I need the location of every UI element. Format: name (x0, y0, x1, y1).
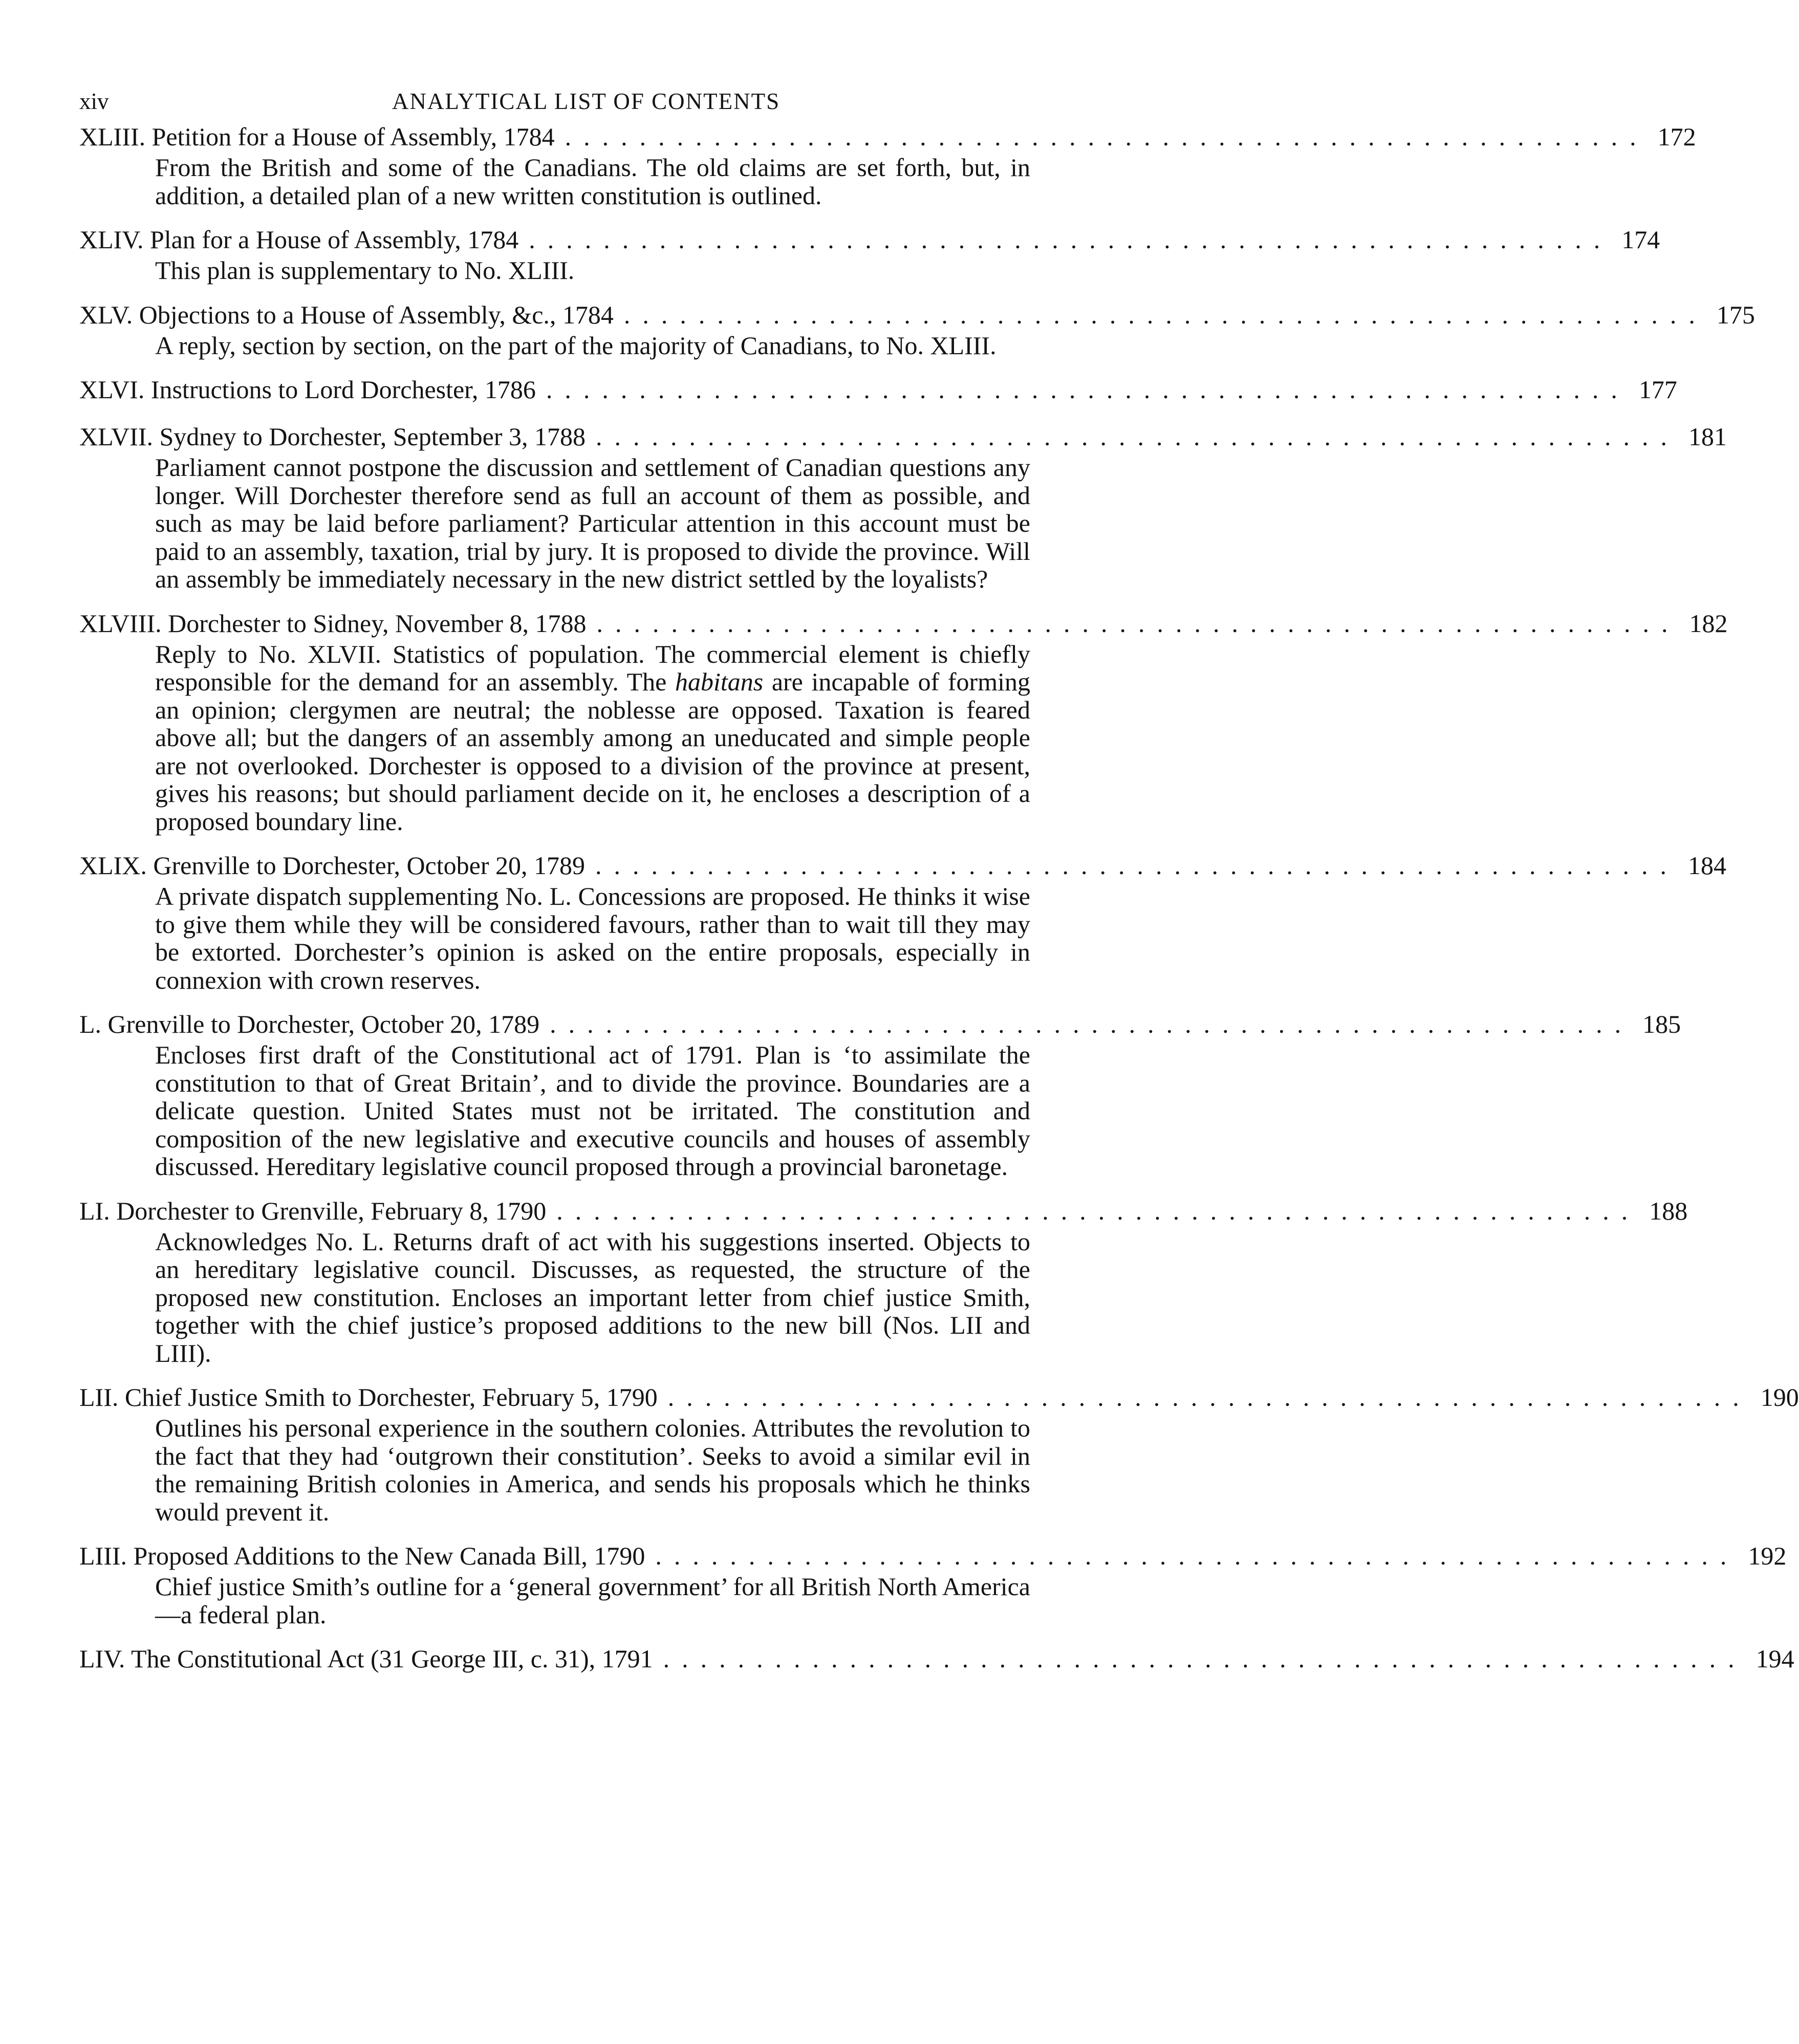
entry-page-number: 185 (1642, 1010, 1681, 1038)
toc-entry-line (79, 223, 1660, 256)
dot-leader: .......................................................... (556, 1196, 1640, 1225)
entry-title: XLVIII. Dorchester to Sidney, November 8, 1788 (79, 608, 587, 638)
entry-page-number: 181 (1688, 422, 1727, 451)
dot-leader: .......................................................... (565, 122, 1649, 151)
entry-title: LIII. Proposed Additions to the New Canada Bill, 1790 (79, 1541, 645, 1570)
document-page (79, 86, 1799, 1689)
summary-italic-term: habitans (675, 667, 764, 696)
entry-title: XLVII. Sydney to Dorchester, September 3, 1788 (79, 422, 586, 451)
entry-summary: From the British and some of the Canadians. The old claims are set forth, but, in addition, a detailed plan of a new written constitution is outlined. (155, 153, 1030, 210)
toc-entry-xlix (79, 849, 1726, 994)
dot-leader: .......................................................... (596, 608, 1680, 638)
entry-title: XLIV. Plan for a House of Assembly, 1784 (79, 225, 519, 254)
toc-entry-line (79, 420, 1727, 453)
toc-entry-xlv (79, 298, 1755, 360)
entry-page-number: 177 (1638, 375, 1677, 404)
entry-summary: Encloses first draft of the Constitutional act of 1791. Plan is ‘to assimilate the constitution to that of Great Britain’, and to divide the province. Boundaries are a delicate question. United States must not be irritated. The constitution and composition of the new legislative and executive councils and houses of assembly discussed. Hereditary legislative council proposed through a provincial baronetage. (155, 1040, 1030, 1181)
entry-summary: Parliament cannot postpone the discussion and settlement of Canadian questions any longer. Will Dorchester therefore send as full an account of them as possible, and such as may be laid before parliament? Particular attention in this account must be paid to an assembly, taxation, trial by jury. It is proposed to divide the province. Will an assembly be immediately necessary in the new district settled by the loyalists? (155, 453, 1030, 593)
toc-entry-line (79, 849, 1726, 882)
toc-entry-line (79, 1194, 1688, 1228)
dot-leader: .......................................................... (663, 1644, 1747, 1673)
dot-leader: .......................................................... (667, 1383, 1751, 1411)
entry-title: XLVI. Instructions to Lord Dorchester, 1786 (79, 375, 536, 404)
entry-title: XLV. Objections to a House of Assembly, &c., 1784 (79, 300, 614, 329)
entry-title: XLIX. Grenville to Dorchester, October 20, 1789 (79, 851, 585, 880)
dot-leader: .......................................................... (550, 1010, 1634, 1038)
toc-entry-line (79, 1539, 1787, 1573)
entry-page-number: 174 (1621, 225, 1660, 254)
entry-page-number: 194 (1755, 1644, 1794, 1673)
running-head (79, 86, 1093, 117)
page-title: ANALYTICAL LIST OF CONTENTS (392, 89, 781, 114)
entry-summary: Outlines his personal experience in the southern colonies. Attributes the revolution to the fact that they had ‘outgrown their constitution’. Seeks to avoid a similar evil in the remaining British colonies in America, and sends his proposals which he thinks would prevent it. (155, 1414, 1030, 1526)
toc-entry-xlvi (79, 373, 1677, 406)
toc-entry-line (79, 1007, 1681, 1041)
toc-entry-xliii (79, 120, 1696, 210)
dot-leader: .......................................................... (595, 851, 1679, 880)
entry-title: LII. Chief Justice Smith to Dorchester, February 5, 1790 (79, 1383, 658, 1411)
entry-title: LIV. The Constitutional Act (31 George III, c. 31), 1791 (79, 1644, 653, 1673)
summary-text: Reply to No. XLVII. Statistics of population. The commercial element is chiefly responsible for the demand for an assembly. The (155, 639, 1030, 696)
toc-entry-line (79, 1380, 1799, 1414)
entry-page-number: 192 (1748, 1541, 1787, 1570)
entry-summary (155, 640, 1030, 836)
toc-entry-l (79, 1007, 1681, 1181)
toc-entry-xlviii (79, 606, 1728, 836)
entry-page-number: 188 (1649, 1196, 1688, 1225)
toc-entry-li (79, 1194, 1688, 1367)
toc-entry-xlvii (79, 420, 1727, 593)
toc-entry-liii (79, 1539, 1787, 1629)
entry-summary: A private dispatch supplementing No. L. Concessions are proposed. He thinks it wise to give them while they will be considered favours, rather than to wait till they may be extorted. Dorchester’s opinion is asked on the entire proposals, especially in connexion with crown reserves. (155, 882, 1030, 994)
toc-entry-line (79, 298, 1755, 332)
entry-summary: A reply, section by section, on the part of the majority of Canadians, to No. XLIII. (155, 331, 996, 360)
dot-leader: .......................................................... (655, 1541, 1739, 1570)
toc-entry-liv (79, 1642, 1794, 1676)
dot-leader: .......................................................... (623, 300, 1707, 329)
entry-summary: Acknowledges No. L. Returns draft of act with his suggestions inserted. Objects to an hereditary legislative council. Discusses, as requested, the structure of the proposed new constitution. Encloses an important letter from chief justice Smith, together with the chief justice’s proposed additions to the new bill (Nos. LII and LIII). (155, 1227, 1030, 1367)
entry-title: L. Grenville to Dorchester, October 20, 1789 (79, 1010, 540, 1038)
entry-summary: Chief justice Smith’s outline for a ‘general government’ for all British North America—a federal plan. (155, 1572, 1030, 1629)
toc-entry-lii (79, 1380, 1799, 1526)
toc-entry-line (79, 120, 1696, 154)
toc-entry-line (79, 1642, 1794, 1676)
entry-title: XLIII. Petition for a House of Assembly, 1784 (79, 122, 555, 151)
dot-leader: .......................................................... (546, 375, 1630, 404)
entry-page-number: 172 (1657, 122, 1696, 151)
entry-page-number: 190 (1760, 1383, 1799, 1411)
entry-page-number: 184 (1688, 851, 1726, 880)
entry-page-number: 175 (1716, 300, 1755, 329)
toc-entry-line (79, 373, 1677, 406)
summary-text: are incapable of forming an opinion; clergymen are neutral; the noblesse are opposed. Taxation is feared above all; but the dangers of an assembly among an uneducated and simple people are not overlooked. Dorchester is opposed to a division of the province at present, gives his reasons; but should parliament decide on it, he encloses a description of a proposed boundary line. (155, 667, 1030, 836)
dot-leader: .......................................................... (596, 422, 1680, 451)
toc-entry-line (79, 606, 1728, 640)
entry-summary: This plan is supplementary to No. XLIII. (155, 256, 575, 285)
entry-title: LI. Dorchester to Grenville, February 8, 1790 (79, 1196, 547, 1225)
entry-page-number: 182 (1689, 608, 1728, 638)
toc-entry-xliv (79, 223, 1660, 285)
dot-leader: .......................................................... (529, 225, 1613, 254)
page-folio: xiv (79, 89, 109, 114)
